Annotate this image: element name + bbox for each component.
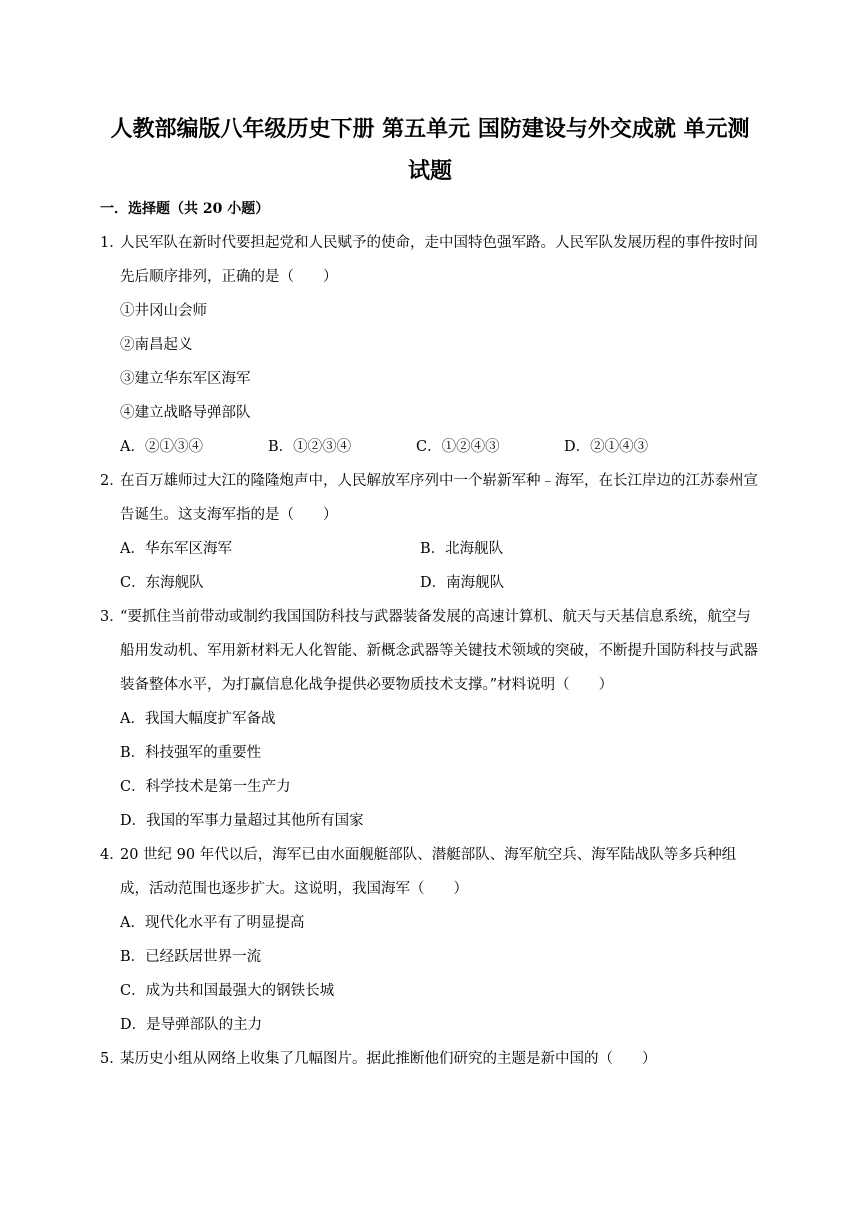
option-c[interactable]: C．成为共和国最强大的钢铁长城: [120, 983, 335, 999]
document-title-line-1: 人教部编版八年级历史下册 第五单元 国防建设与外交成就 单元测: [110, 116, 750, 142]
option-c[interactable]: C．东海舰队: [120, 575, 204, 591]
option-a[interactable]: A．②①③④: [120, 439, 203, 455]
question-number: 5．: [100, 1051, 124, 1067]
option-a[interactable]: A．现代化水平有了明显提高: [120, 915, 305, 931]
answer-options: [100, 430, 765, 464]
option-a[interactable]: A．华东军区海军: [120, 541, 232, 557]
option-b[interactable]: B．①②③④: [268, 439, 352, 455]
option-b[interactable]: B．已经跃居世界一流: [120, 949, 262, 965]
question-1: [100, 226, 765, 464]
option-a[interactable]: A．我国大幅度扩军备战: [120, 711, 276, 727]
question-item: ②南昌起义: [120, 337, 193, 353]
option-c[interactable]: C．①②④③: [416, 439, 500, 455]
option-d[interactable]: D．②①④③: [564, 439, 649, 455]
question-list: [100, 226, 765, 1076]
question-number: 3．: [100, 609, 124, 625]
question-4: [100, 838, 765, 1042]
question-stem: 20 世纪 90 年代以后，海军已由水面舰艇部队、潜艇部队、海军航空兵、海军陆战队等多兵种组成，活动范围也逐步扩大。这说明，我国海军（ ）: [120, 847, 737, 897]
question-2: [100, 464, 765, 600]
question-item: ④建立战略导弹部队: [120, 405, 251, 421]
answer-options: [100, 532, 765, 600]
option-d[interactable]: D．是导弹部队的主力: [120, 1017, 263, 1033]
option-b[interactable]: B．北海舰队: [420, 541, 504, 557]
question-stem: 人民军队在新时代要担起党和人民赋予的使命，走中国特色强军路。人民军队发展历程的事件按时间先后顺序排列，正确的是（ ）: [120, 235, 758, 285]
question-number: 2．: [100, 473, 124, 489]
question-number: 4．: [100, 847, 124, 863]
document-title-line-2: 试题: [407, 158, 452, 184]
question-stem: “要抓住当前带动或制约我国国防科技与武器装备发展的高速计算机、航天与天基信息系统，航空与船用发动机、军用新材料无人化智能、新概念武器等关键技术领域的突破，不断提升国防科技与武器装备整体水平，为打赢信息化战争提供必要物质技术支撑。”材料说明（ ）: [120, 609, 758, 693]
question-item: ①井冈山会师: [120, 303, 207, 319]
question-stem: 某历史小组从网络上收集了几幅图片。据此推断他们研究的主题是新中国的（ ）: [120, 1051, 657, 1067]
question-item: ③建立华东军区海军: [120, 371, 251, 387]
option-d[interactable]: D．我国的军事力量超过其他所有国家: [120, 813, 364, 829]
question-5: [100, 1042, 765, 1076]
option-d[interactable]: D．南海舰队: [420, 575, 505, 591]
question-stem: 在百万雄师过大江的隆隆炮声中，人民解放军序列中一个崭新军种﹣海军，在长江岸边的江苏泰州宣告诞生。这支海军指的是（ ）: [120, 473, 758, 523]
section-heading: 一．选择题（共 20 小题）: [100, 201, 270, 217]
option-c[interactable]: C．科学技术是第一生产力: [120, 779, 291, 795]
option-b[interactable]: B．科技强军的重要性: [120, 745, 262, 761]
question-3: [100, 600, 765, 838]
question-number: 1．: [100, 235, 124, 251]
